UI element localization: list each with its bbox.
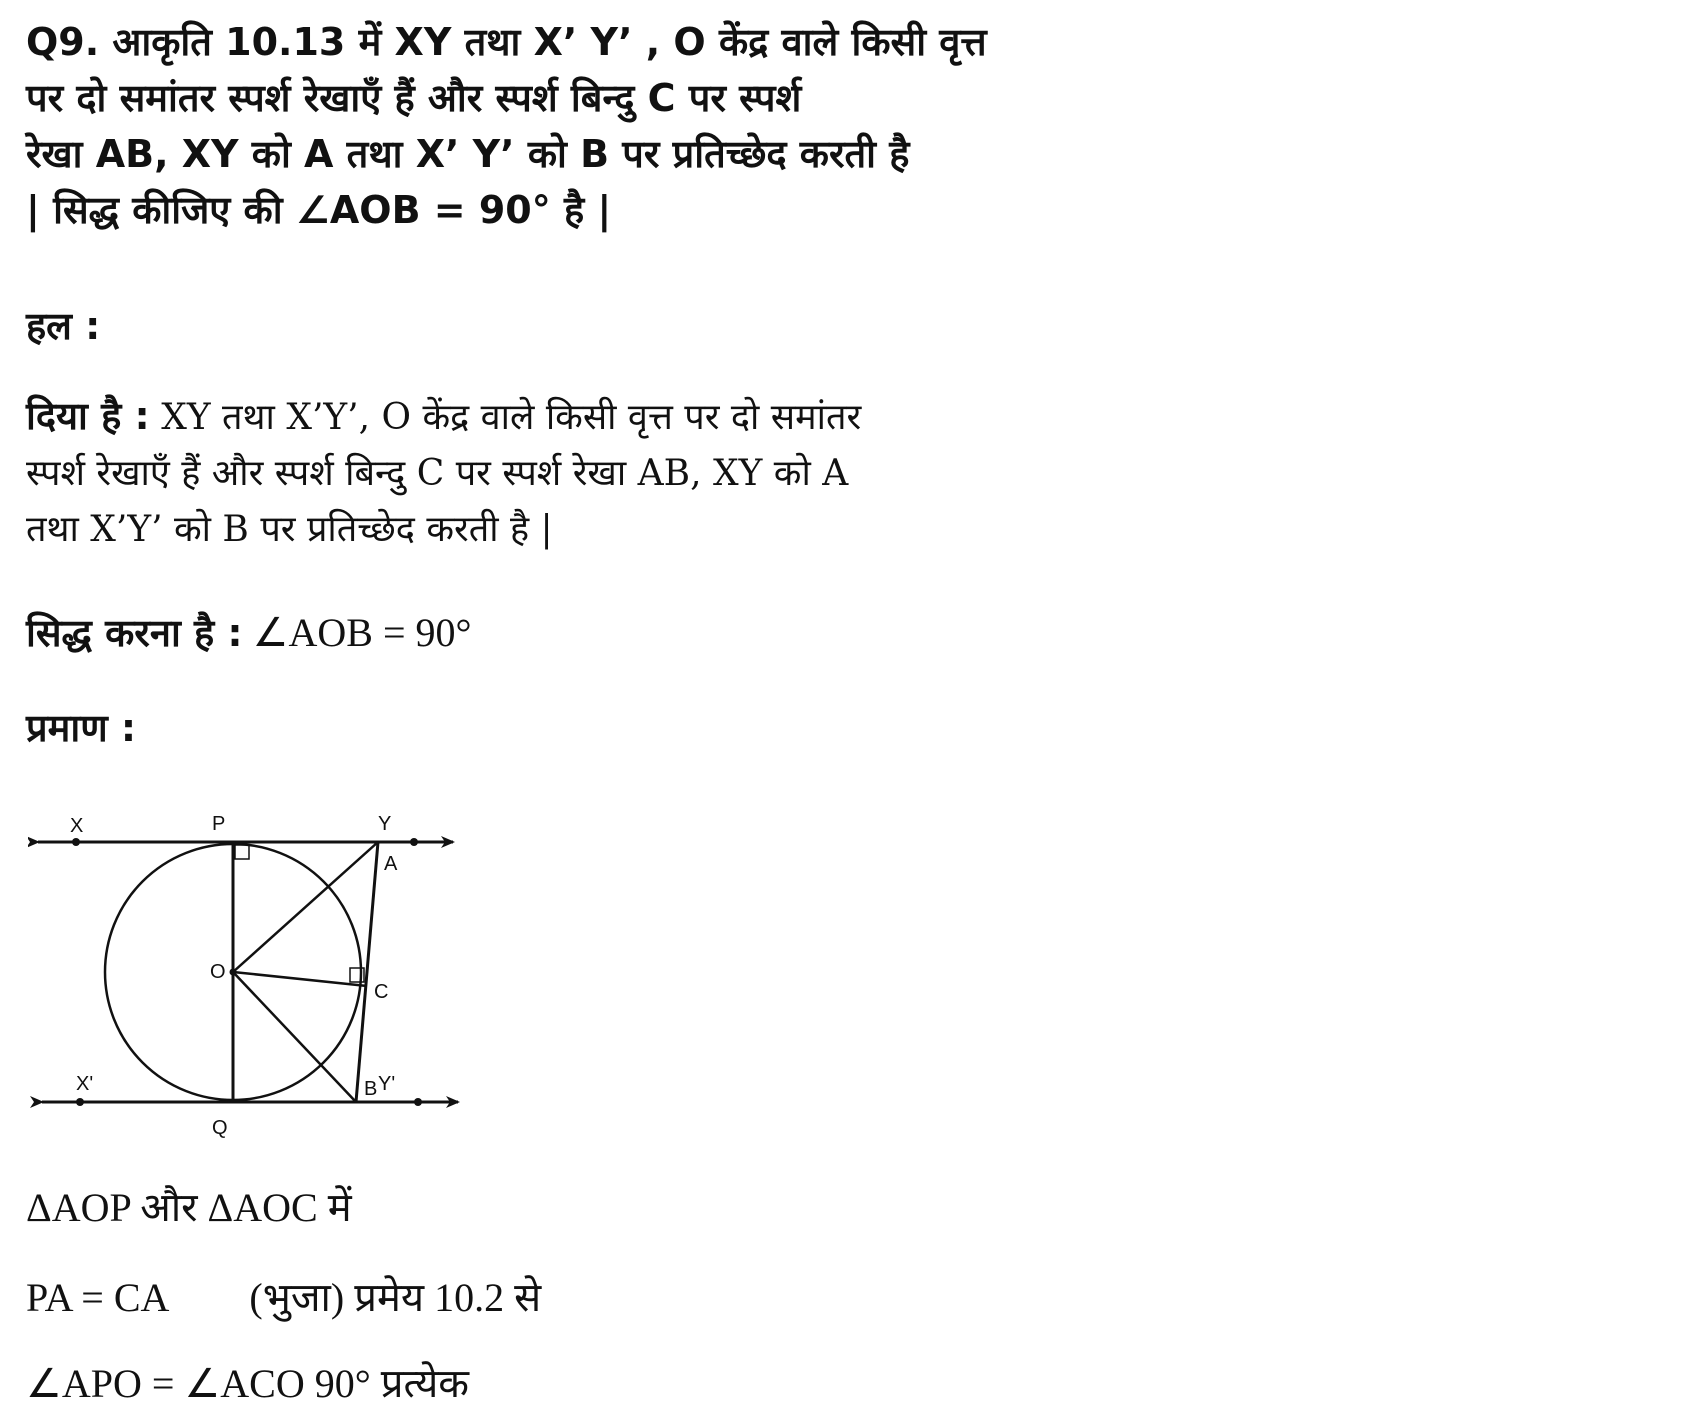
segment-ob <box>233 972 356 1102</box>
point-y2 <box>414 1098 422 1106</box>
proof-line-3: ∠APO = ∠ACO 90° प्रत्येक <box>26 1361 470 1406</box>
point-o <box>230 969 237 976</box>
question-block <box>26 14 1176 238</box>
point-x <box>72 838 80 846</box>
proof-line-2-left: PA = CA <box>26 1275 170 1320</box>
label-x: X <box>70 815 84 837</box>
given-line-2: स्पर्श रेखाएँ हैं और स्पर्श बिन्दु C पर स्पर्श रेखा AB, XY को A <box>26 453 849 494</box>
solution-label: हल : <box>26 304 101 348</box>
label-b: B <box>364 1078 378 1100</box>
given-line-3: तथा X’Y’ को B पर प्रतिच्छेद करती है | <box>26 509 553 550</box>
point-x2 <box>76 1098 84 1106</box>
question-line-3: रेखा AB, XY को A तथा X’ Y’ को B पर प्रतिच्छेद करती है <box>26 132 910 176</box>
label-y: Y <box>378 813 392 835</box>
to-prove <box>26 605 472 662</box>
segment-ab <box>356 842 378 1102</box>
question-line-1: Q9. आकृति 10.13 में XY तथा X’ Y’ , O केंद्र वाले किसी वृत्त <box>26 20 987 64</box>
given-head: दिया है : <box>26 394 150 438</box>
label-x2: X' <box>76 1073 94 1095</box>
geometry-figure <box>28 800 468 1140</box>
proof-line-2-right: (भुजा) प्रमेय 10.2 से <box>249 1275 542 1320</box>
label-q: Q <box>212 1117 228 1139</box>
question-line-2: पर दो समांतर स्पर्श रेखाएँ हैं और स्पर्श बिन्दु C पर स्पर्श <box>26 76 802 120</box>
to-prove-head: सिद्ध करना है : <box>26 611 243 655</box>
label-a: A <box>384 853 398 875</box>
proof-line-1: ΔAOP और ΔAOC में <box>26 1185 352 1230</box>
label-y2: Y' <box>378 1073 396 1095</box>
label-p: P <box>212 813 226 835</box>
proof-label: प्रमाण : <box>26 706 137 750</box>
segment-oa <box>233 842 378 972</box>
given-line-1: XY तथा X’Y’, O केंद्र वाले किसी वृत्त पर दो समांतर <box>149 397 862 438</box>
proof-line-2 <box>26 1270 541 1326</box>
segment-oc <box>233 972 367 986</box>
label-c: C <box>374 981 389 1003</box>
given-block <box>26 388 1146 558</box>
to-prove-value: ∠AOB = 90° <box>242 610 472 655</box>
point-y <box>410 838 418 846</box>
question-line-4: | सिद्ध कीजिए की ∠AOB = 90° है | <box>26 188 612 232</box>
right-angle-p <box>235 845 249 859</box>
label-o: O <box>210 961 226 983</box>
